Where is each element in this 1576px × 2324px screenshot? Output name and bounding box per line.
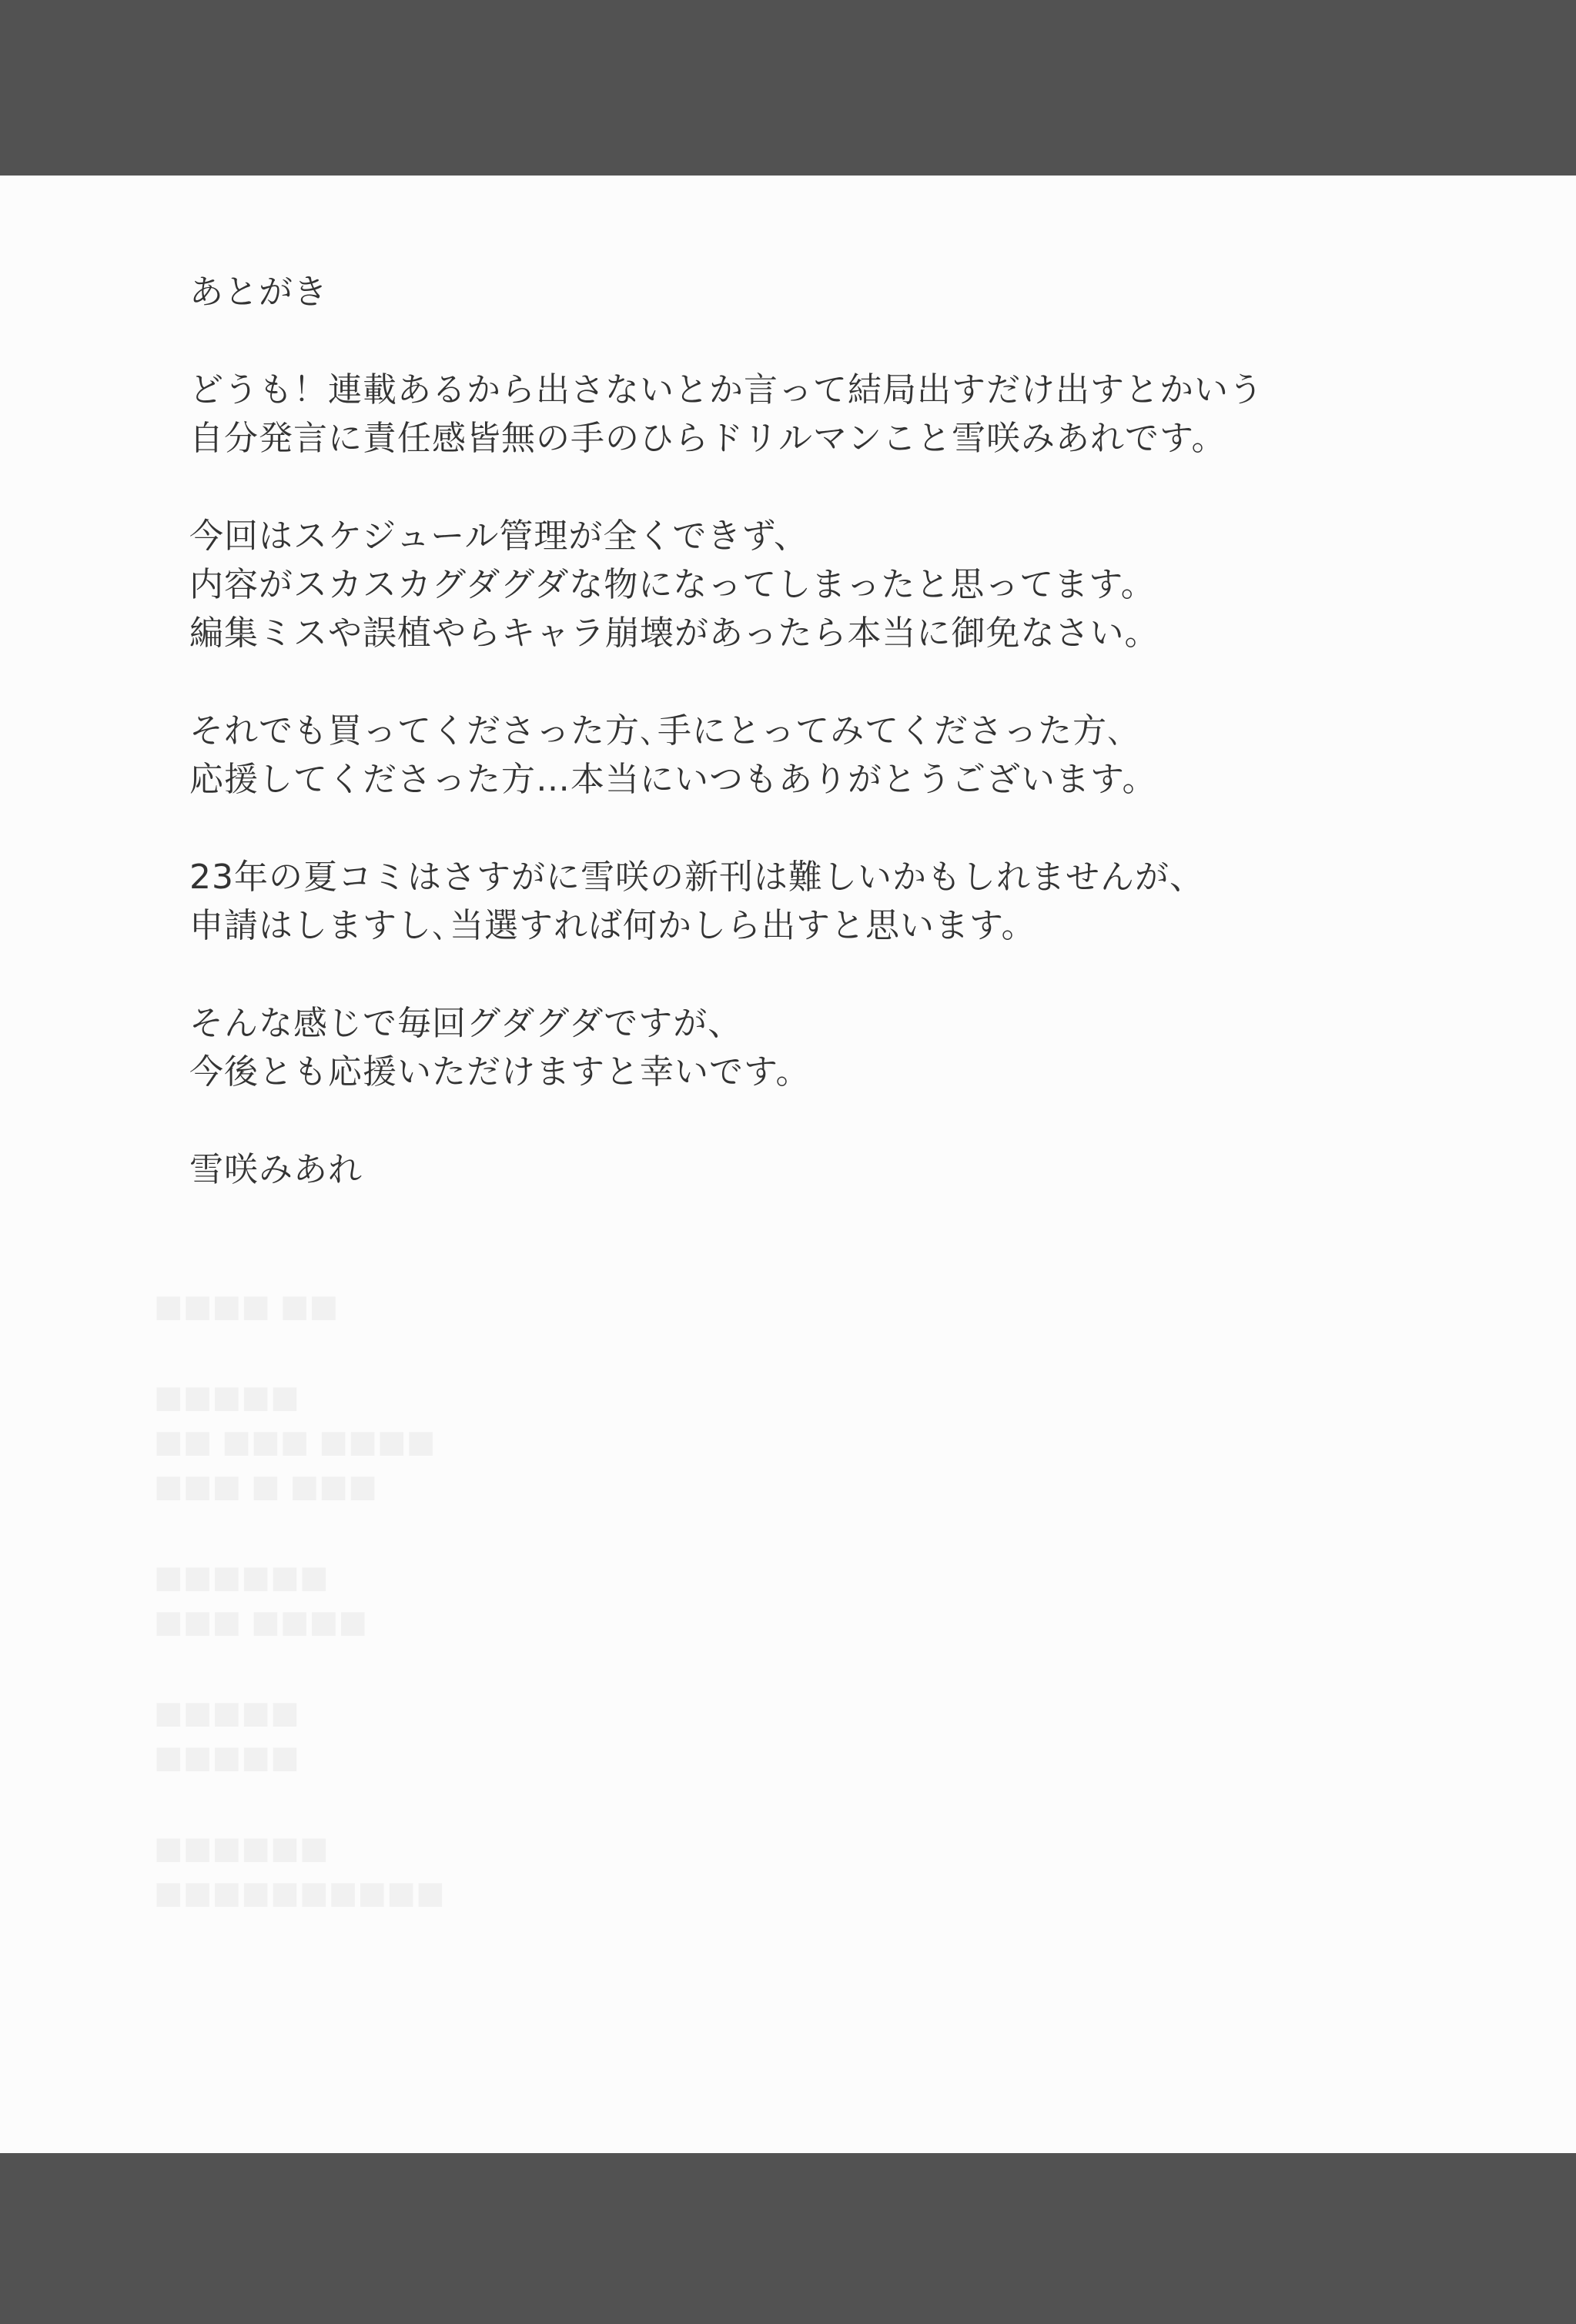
paragraph-line: 応援してくださった方…本当にいつもありがとうございます。 xyxy=(189,760,1157,799)
show-through-group xyxy=(154,1826,770,1915)
afterword-heading: あとがき xyxy=(189,273,328,312)
show-through-line: ■■■■■ xyxy=(154,1379,299,1415)
paragraph-line: 内容がスカスカグダグダな物になってしまったと思ってます。 xyxy=(189,565,1156,604)
afterword-page xyxy=(0,176,1576,2153)
afterword-paragraph-5 xyxy=(189,999,1452,1096)
show-through-colophon xyxy=(154,1284,770,1961)
paragraph-line: 編集ミスや誤植やらキャラ崩壊があったら本当に御免なさい。 xyxy=(189,614,1159,653)
paragraph-line: どうも！連載あるから出さないとか言って結局出すだけ出すとかいう xyxy=(189,370,1263,410)
afterword-paragraph-2 xyxy=(189,512,1452,657)
show-through-line: ■■■■■■ xyxy=(154,1560,329,1595)
afterword-text xyxy=(189,268,1452,1194)
bottom-dark-band xyxy=(0,2153,1576,2324)
author-signature: 雪咲みあれ xyxy=(189,1150,363,1189)
top-dark-band xyxy=(0,0,1576,176)
show-through-line: ■■ ■■■ ■■■■ xyxy=(154,1424,436,1460)
paragraph-line: 今後とも応援いただけますと幸いです。 xyxy=(189,1052,811,1092)
afterword-paragraph-4 xyxy=(189,853,1452,950)
paragraph-line: 自分発言に責任感皆無の手のひらドリルマンこと雪咲みあれです。 xyxy=(189,419,1226,458)
paragraph-line: それでも買ってくださった方､手にとってみてくださった方､ xyxy=(189,711,1126,751)
afterword-paragraph-3 xyxy=(189,707,1452,804)
show-through-group xyxy=(154,1284,770,1329)
paragraph-line: 今回はスケジュール管理が全くできず、 xyxy=(189,517,808,556)
show-through-group xyxy=(154,1375,770,1509)
paragraph-line: 申請はしますし､当選すれば何かしら出すと思います。 xyxy=(189,906,1036,945)
show-through-line: ■■■ ■■■■ xyxy=(154,1604,368,1640)
show-through-line: ■■■■■ xyxy=(154,1740,299,1775)
paragraph-line: そんな感じで毎回グダグダですが、 xyxy=(189,1004,743,1043)
paragraph-line: 23年の夏コミはさすがに雪咲の新刊は難しいかもしれませんが、 xyxy=(189,858,1204,897)
show-through-group xyxy=(154,1690,770,1780)
show-through-line: ■■■■ ■■ xyxy=(154,1289,339,1324)
show-through-line: ■■■■■■■■■■ xyxy=(154,1875,445,1911)
show-through-line: ■■■ ■ ■■■ xyxy=(154,1469,377,1504)
show-through-line: ■■■■■■ xyxy=(154,1831,329,1866)
show-through-group xyxy=(154,1555,770,1644)
afterword-paragraph-1 xyxy=(189,366,1452,463)
show-through-line: ■■■■■ xyxy=(154,1695,299,1730)
